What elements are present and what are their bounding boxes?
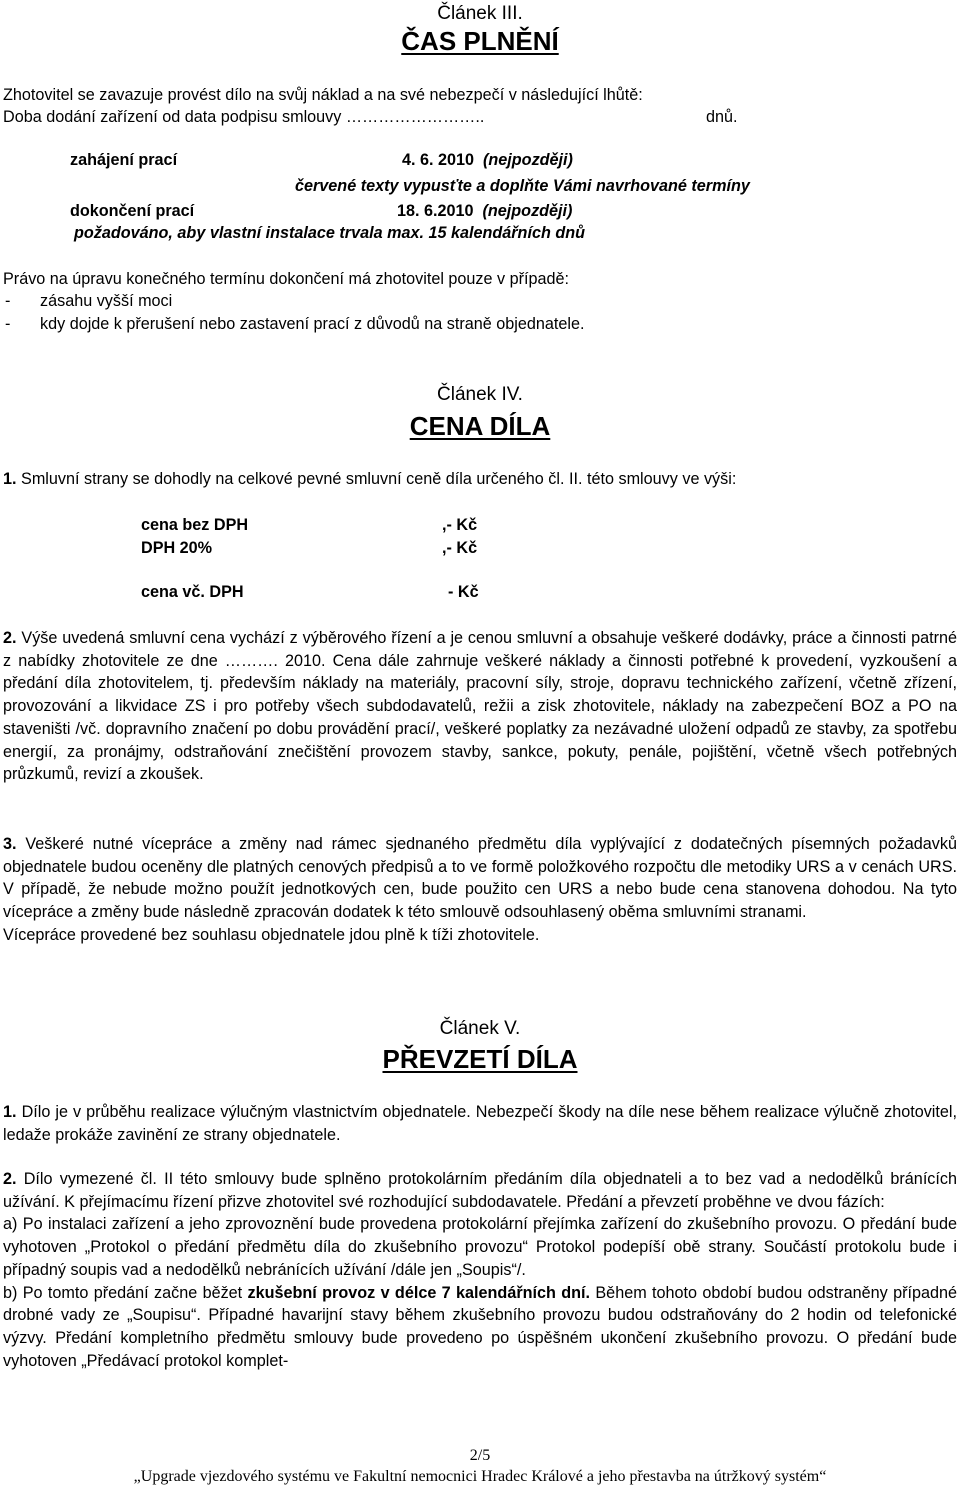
list-dash-1: - <box>5 292 11 310</box>
delivery-days-unit: dnů. <box>706 108 738 126</box>
price-label-net: cena bez DPH <box>141 516 249 534</box>
phase-b-bold: zkušební provoz v délce 7 kalendářních dní. <box>247 1283 591 1302</box>
price-scope-text: Výše uvedená smluvní cena vychází z výběrového řízení a je cenou smluvní a obsahuje veškeré dodávky, práce a činnosti patrné z nabídky zhotovitele ze dne ………. 2010. Cena dále zahrnuje veškeré náklady a činnosti potřebné k provedení, vyzkoušení a předání díla zhotovitelem, tj. především náklady na materiály, pracovní síly, stroje, dopravu technického zařízení, včetně zřízení, provozování a likvidace ZS i pro potřeby všech subdodavatelů, režii a zisk zhotovitele, náklady na zabezpečení BOZ a PO na staveništi /vč. dopravního značení po dobu provádění prací/, veškeré poplatky za nezávadné uložení odpadů ze stavby, za spotřebu energií, za pronájmy, odstraňování znečištění provozem stavby, sankce, pokuty, penále, pojištění, včetně všech potřebných průzkumů, revizí a zkoušek. <box>3 629 957 784</box>
extra-work-last: Vícepráce provedené bez souhlasu objednatele jdou plně k tíži zhotovitele. <box>3 925 540 944</box>
price-value-net: ,- Kč <box>442 516 478 534</box>
phase-b-pre: b) Po tomto předání začne běžet <box>3 1283 248 1302</box>
deadline-intro: Zhotovitel se zavazuje provést dílo na svůj náklad a na své nebezpečí v následující lhůtě: <box>3 86 643 104</box>
handover-phase-b <box>3 1282 957 1373</box>
article-4-title: CENA DÍLA <box>409 411 551 441</box>
handover-num: 2. <box>3 1170 17 1188</box>
price-label-total: cena vč. DPH <box>141 583 244 601</box>
end-label: dokončení prací <box>70 202 195 220</box>
extra-work-text: Veškeré nutné vícepráce a změny nad rámec sjednaného předmětu díla vyplývající z dodatečných písemných požadavků objednatele budou oceněny dle platných cenových předpisů a to ve formě položkového rozpočtu dle metodiky URS a v cenách URS. V případě, že nebude možno použít jednotkových cen, bude použito cen URS a nebo bude cena stanovena dohodou. Na tyto vícepráce a změny bude následně zpracován dodatek k této smlouvě odsouhlasený oběma smluvními stranami. <box>3 835 957 922</box>
start-date-value: 4. 6. 2010 <box>402 151 475 169</box>
start-date <box>402 151 573 170</box>
ownership-num: 1. <box>3 1103 17 1121</box>
price-agreement-text: Smluvní strany se dohodly na celkové pevné smluvní ceně díla určeného čl. II. této smlouvy ve výši: <box>21 470 737 488</box>
handover-text: Dílo vymezené čl. II této smlouvy bude splněno protokolárním předáním díla objednateli a to bez vad a nedodělků bránících užívání. K přejímacímu řízení přizve zhotovitel své rozhodující subdodavatele. Předání a převzetí proběhne ve dvou fázích: <box>3 1170 957 1211</box>
deadline-change-right: Právo na úpravu konečného termínu dokončení má zhotovitel pouze v případě: <box>3 270 570 288</box>
red-note: červené texty vypusťte a doplňte Vámi navrhované termíny <box>295 177 750 195</box>
requirement-days: 15 kalendářních dnů <box>428 224 585 242</box>
price-label-vat: DPH 20% <box>141 539 213 557</box>
delivery-time-text: Doba dodání zařízení od data podpisu smlouvy …………………….. <box>3 108 485 126</box>
end-date-value: 18. 6.2010 <box>397 202 474 220</box>
price-agreement-num: 1. <box>3 470 17 488</box>
handover-phase-a: a) Po instalaci zařízení a jeho zprovoznění bude provedena protokolární přejímka zařízení do zkušebního provozu. O předání bude vyhotoven „Protokol o předání předmětu díla do zkušebního provozu“ Protokol podepíší obě strany. Součástí protokolu bude i případný soupis vad a nedodělků nebránících užívání /dále jen „Soupis“/. <box>3 1215 957 1279</box>
page-number: 2/5 <box>469 1447 491 1464</box>
list-item-interruption: kdy dojde k přerušení nebo zastavení prací z důvodů na straně objednatele. <box>40 315 585 333</box>
delivery-time-line <box>3 108 484 127</box>
footer-title: „Upgrade vjezdového systému ve Fakultní nemocnici Hradec Králové a jeho přestavba na útržkový systém“ <box>133 1468 827 1485</box>
price-scope-paragraph <box>3 627 957 786</box>
article-5-label: Článek V. <box>439 1018 521 1039</box>
price-scope-num: 2. <box>3 629 17 647</box>
article-4-label: Článek IV. <box>437 384 523 405</box>
phase-b-post: Během tohoto období budou odstraněny případné drobné vady ze „Soupisu“. Případné havarijní stavy během zkušebního provozu budou odstraňovány do 2 hodin od telefonické výzvy. Předání kompletního předmětu smlouvy bude provedeno po úspěšném ukončení zkušebního provozu. O předání bude vyhotoven „Předávací protokol komplet- <box>3 1283 957 1370</box>
requirement-text: požadováno, aby vlastní instalace trvala max. <box>74 224 424 242</box>
end-date <box>397 202 572 221</box>
installation-requirement <box>74 224 585 243</box>
article-5-title: PŘEVZETÍ DÍLA <box>382 1044 578 1074</box>
price-value-total: - Kč <box>448 583 479 601</box>
price-agreement <box>3 470 736 489</box>
list-dash-2: - <box>5 315 11 333</box>
ownership-text: Dílo je v průběhu realizace výlučným vlastnictvím objednatele. Nebezpečí škody na díle nese během realizace výlučně zhotovitel, ledaže prokáže zavinění ze strany objednatele. <box>3 1103 957 1144</box>
price-value-vat: ,- Kč <box>442 539 478 557</box>
list-item-force-majeure: zásahu vyšší moci <box>40 292 173 310</box>
article-3-label: Článek III. <box>437 3 523 24</box>
start-label: zahájení prací <box>70 151 178 169</box>
article-3-title: ČAS PLNĚNÍ <box>401 26 559 56</box>
extra-work-paragraph <box>3 833 957 947</box>
ownership-paragraph <box>3 1101 957 1146</box>
handover-paragraph <box>3 1168 957 1372</box>
start-date-note: (nejpozději) <box>483 151 573 169</box>
extra-work-num: 3. <box>3 835 17 853</box>
end-date-note: (nejpozději) <box>482 202 573 220</box>
